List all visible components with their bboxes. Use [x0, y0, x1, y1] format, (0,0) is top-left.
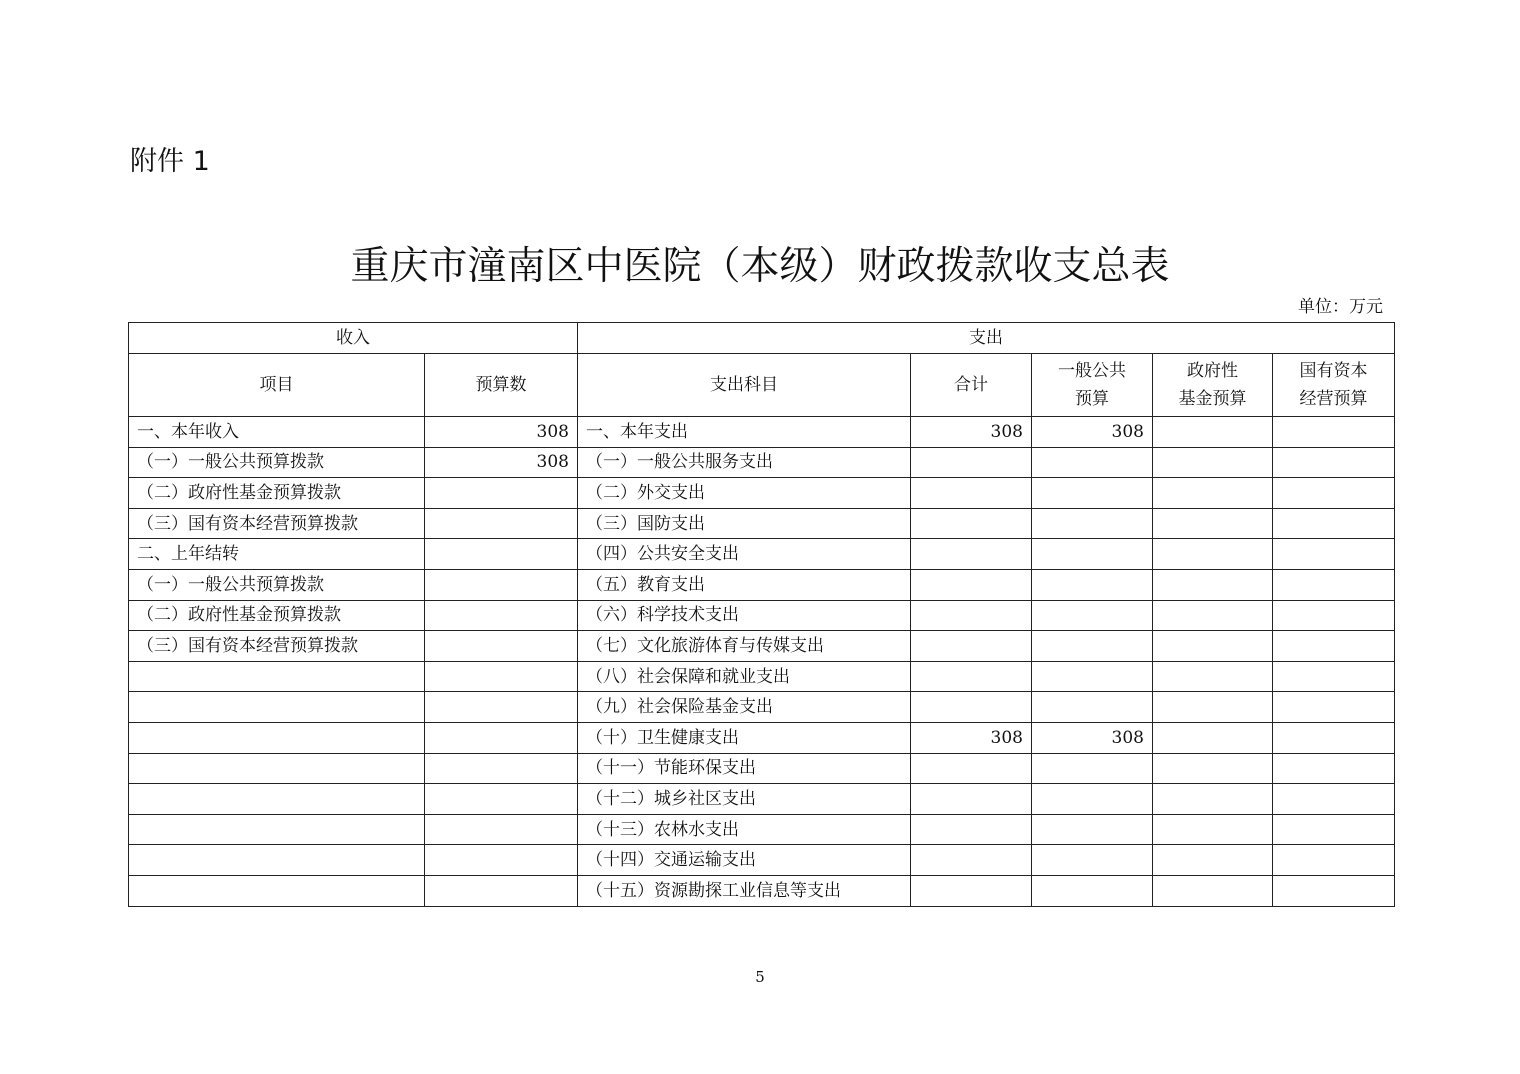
income-item-cell	[129, 722, 425, 753]
expense-general-cell	[1032, 692, 1153, 723]
expense-subject-cell: （十）卫生健康支出	[578, 722, 911, 753]
table-row	[129, 845, 1395, 876]
col-header-fund-line2: 基金预算	[1178, 389, 1247, 409]
income-item-cell	[129, 875, 425, 906]
expense-general-cell: 308	[1032, 722, 1153, 753]
income-item-cell: （三）国有资本经营预算拨款	[129, 631, 425, 662]
section-header-row	[129, 323, 1395, 354]
expense-subject-cell: （十二）城乡社区支出	[578, 784, 911, 815]
expense-state-cell	[1273, 417, 1395, 448]
expense-total-cell	[911, 631, 1032, 662]
expense-total-cell	[911, 508, 1032, 539]
expense-state-cell	[1273, 692, 1395, 723]
income-budget-cell	[425, 845, 578, 876]
expense-fund-cell	[1153, 722, 1273, 753]
page-number: 5	[755, 968, 765, 986]
income-budget-cell	[425, 784, 578, 815]
expense-subject-cell: （十一）节能环保支出	[578, 753, 911, 784]
table-row	[129, 661, 1395, 692]
expense-state-cell	[1273, 478, 1395, 509]
income-budget-cell	[425, 569, 578, 600]
expense-fund-cell	[1153, 631, 1273, 662]
income-item-cell: （二）政府性基金预算拨款	[129, 478, 425, 509]
expense-fund-cell	[1153, 539, 1273, 570]
expense-fund-cell	[1153, 661, 1273, 692]
expense-general-cell	[1032, 600, 1153, 631]
expense-general-cell	[1032, 539, 1153, 570]
table-row	[129, 569, 1395, 600]
expense-subject-cell: （六）科学技术支出	[578, 600, 911, 631]
col-header-general-line1: 一般公共	[1058, 361, 1126, 381]
expense-state-cell	[1273, 784, 1395, 815]
expense-total-cell	[911, 875, 1032, 906]
expense-fund-cell	[1153, 478, 1273, 509]
income-item-cell	[129, 692, 425, 723]
expense-fund-cell	[1153, 417, 1273, 448]
expense-total-cell	[911, 569, 1032, 600]
expense-general-cell: 308	[1032, 417, 1153, 448]
col-header-total: 合计	[911, 354, 1032, 417]
expense-fund-cell	[1153, 508, 1273, 539]
expense-state-cell	[1273, 447, 1395, 478]
income-item-cell: （一）一般公共预算拨款	[129, 569, 425, 600]
expense-general-cell	[1032, 447, 1153, 478]
table-row	[129, 784, 1395, 815]
table-row	[129, 692, 1395, 723]
col-header-subject: 支出科目	[578, 354, 911, 417]
table-row	[129, 539, 1395, 570]
expense-subject-cell: （四）公共安全支出	[578, 539, 911, 570]
expense-general-cell	[1032, 508, 1153, 539]
income-budget-cell	[425, 478, 578, 509]
expense-total-cell	[911, 814, 1032, 845]
expense-subject-cell: （三）国防支出	[578, 508, 911, 539]
income-item-cell: 二、上年结转	[129, 539, 425, 570]
income-budget-cell	[425, 631, 578, 662]
income-item-cell	[129, 814, 425, 845]
expense-general-cell	[1032, 569, 1153, 600]
income-budget-cell: 308	[425, 417, 578, 448]
expense-fund-cell	[1153, 600, 1273, 631]
expense-subject-cell: （九）社会保险基金支出	[578, 692, 911, 723]
col-header-state-line2: 经营预算	[1299, 389, 1368, 409]
table-row	[129, 753, 1395, 784]
income-item-cell	[129, 845, 425, 876]
section-income: 收入	[129, 323, 578, 354]
expense-state-cell	[1273, 814, 1395, 845]
col-header-state-line1: 国有资本	[1299, 361, 1368, 381]
expense-fund-cell	[1153, 569, 1273, 600]
expense-state-cell	[1273, 845, 1395, 876]
expense-state-cell	[1273, 539, 1395, 570]
unit-label: 单位：万元	[1298, 297, 1383, 317]
expense-subject-cell: （十五）资源勘探工业信息等支出	[578, 875, 911, 906]
section-expense: 支出	[578, 323, 1395, 354]
expense-general-cell	[1032, 753, 1153, 784]
expense-fund-cell	[1153, 753, 1273, 784]
col-header-general-line2: 预算	[1075, 389, 1109, 409]
income-budget-cell	[425, 661, 578, 692]
expense-general-cell	[1032, 875, 1153, 906]
expense-subject-cell: （十三）农林水支出	[578, 814, 911, 845]
expense-general-cell	[1032, 845, 1153, 876]
income-budget-cell	[425, 722, 578, 753]
income-item-cell	[129, 753, 425, 784]
table-row	[129, 600, 1395, 631]
income-budget-cell	[425, 692, 578, 723]
income-budget-cell	[425, 508, 578, 539]
income-budget-cell: 308	[425, 447, 578, 478]
expense-total-cell	[911, 478, 1032, 509]
budget-table	[128, 322, 1395, 907]
table-row	[129, 722, 1395, 753]
income-budget-cell	[425, 539, 578, 570]
expense-total-cell	[911, 784, 1032, 815]
table-row	[129, 631, 1395, 662]
income-item-cell: 一、本年收入	[129, 417, 425, 448]
table-row	[129, 447, 1395, 478]
expense-general-cell	[1032, 661, 1153, 692]
col-header-fund	[1153, 354, 1273, 417]
expense-subject-cell: （八）社会保障和就业支出	[578, 661, 911, 692]
col-header-item: 项目	[129, 354, 425, 417]
col-header-fund-line1: 政府性	[1187, 361, 1238, 381]
expense-subject-cell: （二）外交支出	[578, 478, 911, 509]
expense-fund-cell	[1153, 692, 1273, 723]
income-item-cell: （三）国有资本经营预算拨款	[129, 508, 425, 539]
income-item-cell: （一）一般公共预算拨款	[129, 447, 425, 478]
income-budget-cell	[425, 600, 578, 631]
income-budget-cell	[425, 753, 578, 784]
expense-subject-cell: （一）一般公共服务支出	[578, 447, 911, 478]
expense-total-cell: 308	[911, 417, 1032, 448]
income-item-cell: （二）政府性基金预算拨款	[129, 600, 425, 631]
expense-total-cell	[911, 845, 1032, 876]
expense-fund-cell	[1153, 845, 1273, 876]
page-title: 重庆市潼南区中医院（本级）财政拨款收支总表	[350, 244, 1170, 289]
expense-total-cell	[911, 539, 1032, 570]
income-item-cell	[129, 784, 425, 815]
expense-general-cell	[1032, 631, 1153, 662]
expense-general-cell	[1032, 814, 1153, 845]
income-budget-cell	[425, 814, 578, 845]
col-header-state	[1273, 354, 1395, 417]
column-header-row	[129, 354, 1395, 417]
col-header-budget: 预算数	[425, 354, 578, 417]
expense-fund-cell	[1153, 814, 1273, 845]
expense-state-cell	[1273, 631, 1395, 662]
expense-state-cell	[1273, 661, 1395, 692]
expense-subject-cell: （十四）交通运输支出	[578, 845, 911, 876]
expense-general-cell	[1032, 784, 1153, 815]
expense-total-cell	[911, 692, 1032, 723]
expense-state-cell	[1273, 600, 1395, 631]
expense-subject-cell: （五）教育支出	[578, 569, 911, 600]
expense-state-cell	[1273, 508, 1395, 539]
table-row	[129, 417, 1395, 448]
expense-total-cell	[911, 600, 1032, 631]
income-item-cell	[129, 661, 425, 692]
expense-general-cell	[1032, 478, 1153, 509]
expense-state-cell	[1273, 875, 1395, 906]
attachment-label: 附件 1	[130, 146, 210, 177]
expense-total-cell: 308	[911, 722, 1032, 753]
col-header-general	[1032, 354, 1153, 417]
expense-state-cell	[1273, 569, 1395, 600]
table-row	[129, 508, 1395, 539]
expense-total-cell	[911, 661, 1032, 692]
expense-state-cell	[1273, 722, 1395, 753]
table-row	[129, 478, 1395, 509]
expense-state-cell	[1273, 753, 1395, 784]
expense-fund-cell	[1153, 447, 1273, 478]
expense-subject-cell: （七）文化旅游体育与传媒支出	[578, 631, 911, 662]
income-budget-cell	[425, 875, 578, 906]
expense-fund-cell	[1153, 784, 1273, 815]
table-row	[129, 875, 1395, 906]
expense-fund-cell	[1153, 875, 1273, 906]
expense-subject-cell: 一、本年支出	[578, 417, 911, 448]
expense-total-cell	[911, 753, 1032, 784]
table-row	[129, 814, 1395, 845]
expense-total-cell	[911, 447, 1032, 478]
